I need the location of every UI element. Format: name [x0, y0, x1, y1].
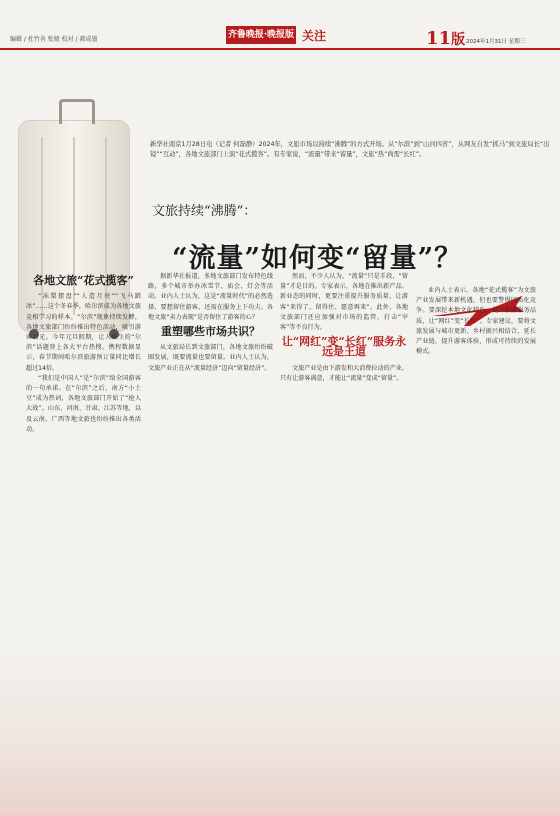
editor-credits: 编辑 / 杜竹善 张婧 校对 / 郝成墨 — [10, 36, 98, 43]
column-4 — [416, 286, 536, 357]
column-3-text: 然而，不少人认为，“流量”只是手段，“留量”才是目的。专家表示，各地在推出新产品、新业态的同时，更要注重提升服务质量，让游客“来得了、留得住、愿意再来”。此外，各地文旅部门还应加强对市场的监管，打击“宰客”等不良行为。 — [280, 273, 408, 332]
column-1-text: “冻梨摆盘”“人造月亮”“飞马踏冰”……这个冬春季，哈尔滨成为各地文旅竞相学习的样本。“尔滨”现象持续发酵，各地文旅部门纷纷推出特色活动，吸引游客目光。今年元旦假期，让人眼生的“尔滨”话题登上各大平台热搜。携程数据显示，春节期间哈尔滨旅游预订量同比增长超过14倍。 — [26, 293, 141, 372]
column-1-text-2: “我们是中国人”是“尔滨”给全国游客的一句承诺。在“尔滨”之后，南方“小土豆”成为热词，各地文旅部门开始了“抢人大战”。山东、河南、甘肃、江苏等地，以及云南、广西等地文旅也纷纷推出各类活动。 — [26, 374, 141, 433]
column-2-text: 据新华社报道，多地文旅部门发布特色线路，多个城市举办冰雪节、庙会、灯会等活动。业内人士认为，这是“流量时代”的必然选择，要想留住游客，还需在服务上下功夫。各地文旅“卖力表现”是否留住了游客的心？ — [148, 273, 273, 321]
article-headline: “流量”如何变“留量”？ — [172, 243, 463, 274]
article-kicker: 文旅持续“沸腾”： — [152, 204, 257, 219]
column-2-text-2: 从文旅局长到文旅部门，各地文旅纷纷破圈发展，既要流量也要留量。业内人士认为，文旅产业正在从“流量经济”迈向“留量经济”。 — [148, 344, 273, 372]
section-name: 关注 — [302, 29, 327, 43]
lead-paragraph: 新华社南京1月28日电（记者 何磊静）2024年，文旅市场以持续“沸腾”的方式开场。从“尔滨”到“山河四省”，从网友自发“抓马”到文旅局长“出镜”“互动”，各地文旅部门上演“花式揽客”。有专家说，“流量”带来“留量”，文旅“热”尚需“长红”。 — [150, 141, 550, 158]
page-number — [426, 28, 465, 49]
page-number-unit: 版 — [451, 32, 466, 48]
page-number-value: 11 — [426, 28, 452, 49]
decorative-mountain-background — [0, 645, 560, 815]
column-3 — [280, 272, 408, 384]
page-header — [0, 0, 560, 50]
subhead-1: 各地文旅“花式揽客” — [33, 274, 134, 287]
subhead-3: 让“网红”变“长红”服务永远是王道 — [281, 335, 407, 359]
issue-date: 2024年1月31日 星期三 — [466, 39, 526, 45]
subhead-2: 重塑哪些市场共识？ — [161, 325, 260, 339]
column-4-text: 业内人士表示，各地“花式揽客”为文旅产业发展带来新机遇，但也要警惕同质化竞争。要深挖本地文化特色，提升旅游服务品质，让“网红”变“长红”。专家建议，要将文旅发展与城市更新、乡村振兴相结合，延长产业链，提升游客体验，形成可持续的发展模式。 — [416, 287, 536, 356]
column-1 — [26, 272, 141, 435]
newspaper-masthead: 齐鲁晚报·晚报版 — [226, 26, 296, 44]
column-3-text-2: 文旅产业是由下游发和大消费拉动的产业，只有让游客满意，才能让“流量”变成“留量”。 — [280, 364, 408, 382]
column-2 — [148, 272, 273, 374]
